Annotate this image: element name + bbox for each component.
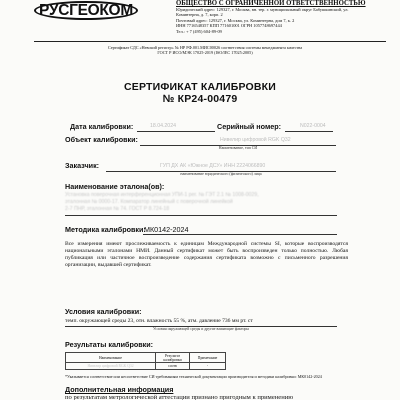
org-line: Коминтерна, д. 7, корп. 2 bbox=[176, 12, 223, 18]
certificate-title bbox=[0, 81, 400, 105]
standard-line: 2-7 ПНР, эталонная № 74. ГОСТ Р 8.724-18 bbox=[65, 206, 170, 213]
certificate-title-line1: СЕРТИФИКАТ КАЛИБРОВКИ bbox=[123, 81, 277, 93]
calibration-date-value: 18.04.2024 bbox=[150, 123, 176, 129]
date-underline bbox=[137, 131, 215, 132]
quality-cert-line: ГОСТ Р ИСО/МЭК 17025-2019 (ISO/IEC 17025:2005) bbox=[157, 50, 253, 56]
logo-text: РУСГЕОКОМ bbox=[39, 1, 133, 19]
results-table bbox=[65, 352, 226, 370]
footnote: *Указывается соответствие или несоответствие СИ требованиям технической документации производителя и методики калибровки: МК0142-2024 bbox=[65, 374, 322, 379]
header-divider bbox=[34, 41, 386, 42]
letterhead bbox=[0, 0, 400, 41]
additional-info-text: по результатам метрологической аттестации признано пригодным к применению bbox=[65, 394, 294, 400]
standard-line: Установка поверочная интерференционная УПИ-1 рег. № ГЭТ 2.1 № 1008-0029, bbox=[65, 192, 259, 198]
results-label: Результаты калибровки: bbox=[65, 340, 154, 349]
cell-instrument-name: Нивелир цифровой RGK Q32 bbox=[66, 363, 156, 370]
cell-note: - bbox=[190, 363, 226, 370]
conditions-label: Условия калибровки: bbox=[65, 307, 142, 316]
method-underline bbox=[143, 234, 337, 235]
header-cell-result: Результат калибровки bbox=[156, 353, 190, 363]
standard-line: эталонная № 0000-17. Компаратор линейный с поверочной линейкой bbox=[65, 199, 233, 206]
table-header-row bbox=[66, 353, 226, 363]
organization-details bbox=[176, 0, 398, 34]
method-value: МК0142-2024 bbox=[144, 225, 189, 234]
table-row bbox=[66, 363, 226, 370]
company-logo bbox=[34, 1, 138, 20]
serial-number-label: Серийный номер: bbox=[217, 122, 282, 131]
object-value: Нивелир цифровой RGK Q32 bbox=[220, 137, 291, 143]
calibration-date-label: Дата калибровки: bbox=[70, 122, 134, 131]
header-cell-note: Примечание bbox=[190, 353, 226, 363]
customer-caption: наименование юридического (физического) лица bbox=[180, 172, 262, 176]
standard-underline bbox=[65, 215, 337, 216]
org-line: Тел.: + 7 (495) 604-89-09 bbox=[176, 28, 222, 34]
quality-certificate-note bbox=[60, 45, 350, 55]
customer-label: Заказчик: bbox=[65, 161, 100, 170]
object-label: Объект калибровки: bbox=[65, 135, 138, 144]
organization-title: ОБЩЕСТВО С ОГРАНИЧЕННОЙ ОТВЕТСТВЕННОСТЬЮ bbox=[176, 0, 366, 7]
method-label: Методика калибровки: bbox=[65, 225, 146, 234]
serial-number-value: N022-0004 bbox=[300, 123, 326, 129]
org-line: ИНН 7716548357 КПП 771601001 ОГРН 1057748697444 bbox=[176, 23, 282, 29]
certificate-number: № КР24-00479 bbox=[162, 93, 238, 105]
object-caption: Наименование, тип СИ bbox=[218, 146, 258, 150]
org-line: Юридический адрес: 129327, г. Москва, вн. тер. г. муниципальный округ Бабушкинский, ул. bbox=[176, 7, 349, 12]
standard-label: Наименование эталона(ов): bbox=[65, 182, 165, 191]
additional-info-label: Дополнительная информация bbox=[65, 385, 174, 394]
conditions-text: темп. окружающей среды 23, отн. влажность 55 %, атм. давление 736 мм рт. ст bbox=[65, 318, 253, 324]
standard-description bbox=[65, 192, 345, 214]
org-line: Почтовый адрес: 129327, г. Москва, ул. Коминтерна, дом 7, к. 2 bbox=[176, 17, 295, 23]
serial-underline bbox=[285, 131, 333, 132]
quality-cert-line: Сертификат СДС «Невский регистр» № НР РФ.001.МИС00026 соответствия системы менеджмента качества bbox=[107, 45, 303, 50]
traceability-statement: Все измерения имеют прослеживаемость к единицам Международной системы SI, которые воспроизводятся национальными эталонами НМИ. Данный сертификат может быть воспроизведен только полностью. Любая публикация или частичное воспроизведение содержания сертификата возможно с письменного разрешения организации, выдавшей сертификат. bbox=[65, 241, 348, 268]
conditions-caption: Условия окружающей среды и другие влияющие факторы bbox=[153, 327, 249, 331]
cell-result: соотв bbox=[156, 363, 190, 370]
header-cell-name: Наименование bbox=[66, 353, 156, 363]
customer-value: ГУП ДХ АК «Южное ДСУ» ИНН 2224066890 bbox=[160, 163, 266, 169]
